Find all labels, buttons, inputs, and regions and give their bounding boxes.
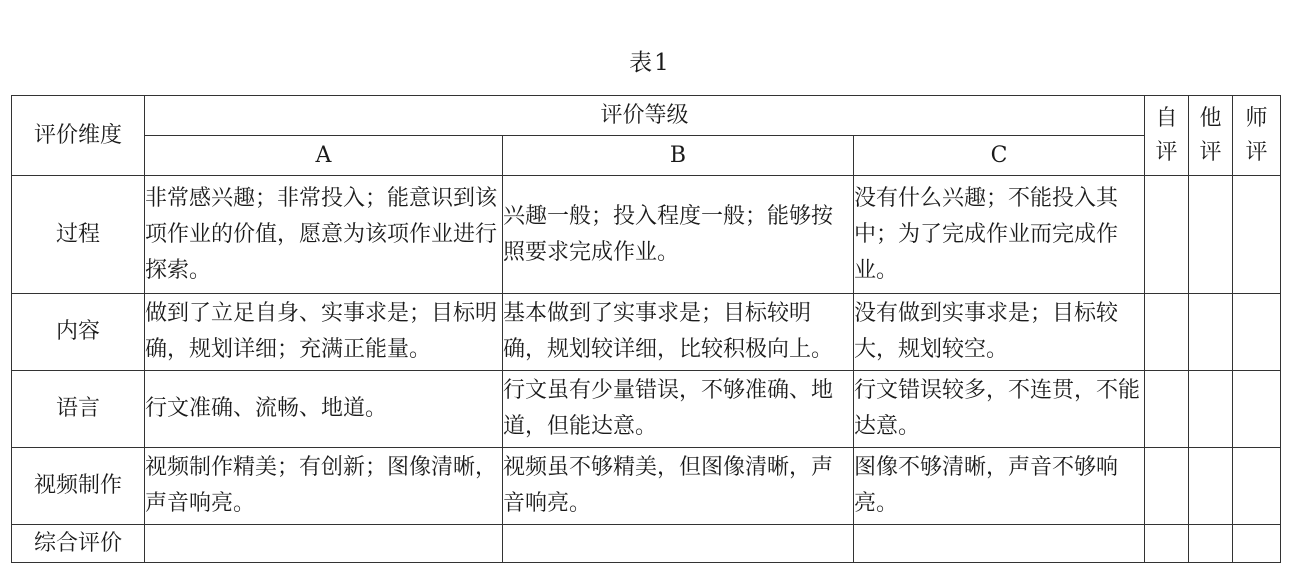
row-grade-b-cell: 行文虽有少量错误，不够准确、地道，但能达意。 <box>503 371 854 448</box>
teacher-eval-cell <box>1233 448 1281 525</box>
header-grade-c: C <box>854 136 1145 176</box>
summary-grade-b-cell <box>503 525 854 563</box>
peer-eval-cell <box>1189 371 1233 448</box>
row-grade-a-cell: 做到了立足自身、实事求是；目标明确，规划详细；充满正能量。 <box>145 294 503 371</box>
header-teacher-eval: 师 评 <box>1233 96 1281 176</box>
summary-row <box>12 525 1281 563</box>
row-dimension: 视频制作 <box>12 448 145 525</box>
summary-self-eval-cell <box>1145 525 1189 563</box>
peer-eval-cell <box>1189 448 1233 525</box>
row-grade-c-cell: 图像不够清晰，声音不够响亮。 <box>854 448 1145 525</box>
table-row <box>12 294 1281 371</box>
header-grade-a: A <box>145 136 503 176</box>
teacher-eval-cell <box>1233 176 1281 294</box>
self-eval-cell <box>1145 371 1189 448</box>
summary-grade-c-cell <box>854 525 1145 563</box>
summary-dimension: 综合评价 <box>12 525 145 563</box>
row-grade-a-cell: 视频制作精美；有创新；图像清晰，声音响亮。 <box>145 448 503 525</box>
row-dimension: 语言 <box>12 371 145 448</box>
evaluation-table <box>11 95 1281 563</box>
self-eval-cell <box>1145 448 1189 525</box>
summary-grade-a-cell <box>145 525 503 563</box>
header-dimension: 评价维度 <box>12 96 145 176</box>
header-row-1 <box>12 96 1281 136</box>
row-dimension: 内容 <box>12 294 145 371</box>
row-grade-b-cell: 基本做到了实事求是；目标较明确，规划较详细，比较积极向上。 <box>503 294 854 371</box>
row-grade-c-cell: 行文错误较多，不连贯，不能达意。 <box>854 371 1145 448</box>
row-grade-c-cell: 没有什么兴趣；不能投入其中；为了完成作业而完成作业。 <box>854 176 1145 294</box>
table-row <box>12 176 1281 294</box>
row-grade-a-cell: 非常感兴趣；非常投入；能意识到该项作业的价值，愿意为该项作业进行探索。 <box>145 176 503 294</box>
row-dimension: 过程 <box>12 176 145 294</box>
summary-teacher-eval-cell <box>1233 525 1281 563</box>
self-eval-cell <box>1145 294 1189 371</box>
table-caption: 表1 <box>629 50 671 76</box>
teacher-eval-cell <box>1233 371 1281 448</box>
table-row <box>12 371 1281 448</box>
header-peer-eval: 他 评 <box>1189 96 1233 176</box>
header-self-eval: 自 评 <box>1145 96 1189 176</box>
summary-peer-eval-cell <box>1189 525 1233 563</box>
header-row-2 <box>12 136 1281 176</box>
peer-eval-cell <box>1189 176 1233 294</box>
row-grade-b-cell: 兴趣一般；投入程度一般；能够按照要求完成作业。 <box>503 176 854 294</box>
self-eval-cell <box>1145 176 1189 294</box>
row-grade-c-cell: 没有做到实事求是；目标较大，规划较空。 <box>854 294 1145 371</box>
header-level: 评价等级 <box>145 96 1145 136</box>
row-grade-a-cell: 行文准确、流畅、地道。 <box>145 371 503 448</box>
row-grade-b-cell: 视频虽不够精美，但图像清晰，声音响亮。 <box>503 448 854 525</box>
header-grade-b: B <box>503 136 854 176</box>
peer-eval-cell <box>1189 294 1233 371</box>
teacher-eval-cell <box>1233 294 1281 371</box>
table-row <box>12 448 1281 525</box>
